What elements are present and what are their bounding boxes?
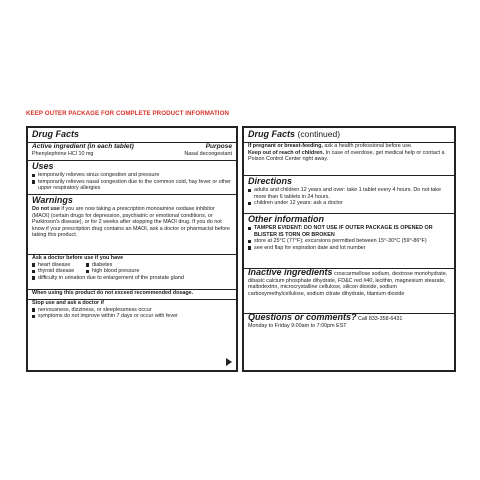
drug-facts-label xyxy=(26,104,460,380)
condition-item: heart disease xyxy=(32,262,86,269)
do-not-use-label: Do not use xyxy=(32,206,60,212)
uses-section xyxy=(28,161,236,192)
ingredient: Phenylephrine HCl 10 mg xyxy=(32,151,94,157)
when-using-text: When using this product do not exceed recommended dosage. xyxy=(32,290,194,296)
pregnancy-text: ask a health professional before use. xyxy=(324,143,413,149)
do-not-use-text: if you are now taking a prescription monoamine oxidase inhibitor (MAOI) (certain drugs for depression, psychiatric or emotional conditions, or Parkinson's disease), or for 2 weeks after stopping the MAOI drug. If you do not know if your prescription drug contains an MAOI, ask a doctor or pharmacist before taking this product. xyxy=(32,206,231,239)
panel-title-continued: (continued) xyxy=(297,129,341,139)
other-information-item: store at 25°C (77°F); excursions permitted between 15°-30°C (59°-86°F) xyxy=(248,238,450,245)
directions-item: children under 12 years: ask a doctor xyxy=(248,200,450,207)
title-section xyxy=(28,129,236,140)
drug-facts-panel-left xyxy=(26,126,238,372)
other-information-section xyxy=(244,214,454,251)
inactive-ingredients-text: croscarmellose sodium, dextrose monohydrate, dibasic calcium phosphate dihydrate, FD&C red #40, lecithin, magnesium stearate, maltodextrin, microcrystalline cellulose, silicon dioxide, sodium carboxymethylcellulose, sodium citrate dihydrate, titanium dioxide xyxy=(248,271,448,297)
title-section xyxy=(244,129,454,140)
directions-heading: Directions xyxy=(248,176,293,186)
questions-heading: Questions or comments? xyxy=(248,312,357,322)
pregnancy-label: If pregnant or breast-feeding, xyxy=(248,143,323,149)
purpose: Nasal decongestant xyxy=(184,151,232,157)
warnings-heading: Warnings xyxy=(32,195,73,205)
keep-away-text: In case of overdose, get medical help or contact a Poison Control Center right away. xyxy=(248,149,445,163)
active-ingredient-heading: Active ingredient (in each tablet) xyxy=(32,143,134,150)
keep-away-label: Keep out of reach of children. xyxy=(248,149,325,156)
questions-section xyxy=(244,314,454,329)
other-information-heading: Other information xyxy=(248,214,324,224)
stop-use-label: Stop use and ask a doctor if xyxy=(32,300,104,306)
panel-title: Drug Facts xyxy=(32,129,80,139)
do-not-use-paragraph xyxy=(32,206,232,239)
arrow-right-icon xyxy=(226,358,232,366)
stop-use-item: symptoms do not improve within 7 days or occur with fever xyxy=(32,313,232,320)
active-ingredient-section xyxy=(28,143,236,158)
directions-item: adults and children 12 years and over: take 1 tablet every 4 hours. Do not take more than 6 tablets in 24 hours. xyxy=(248,187,450,200)
drug-facts-panel-right xyxy=(242,126,456,372)
directions-section xyxy=(244,176,454,207)
questions-phone: Call 833-358-6431 xyxy=(358,316,403,322)
panel-title: Drug Facts xyxy=(248,129,296,139)
inactive-ingredients-heading: Inactive ingredients xyxy=(248,267,333,277)
ask-doctor-section xyxy=(28,255,236,281)
uses-item: temporarily relieves nasal congestion due to the common cold, hay fever or other upper respiratory allergies xyxy=(32,179,232,192)
questions-hours: Monday to Friday 9:00am to 7:00pm EST xyxy=(248,322,347,329)
uses-item: temporarily relieves sinus congestion and pressure xyxy=(32,172,232,179)
condition-item: diabetes xyxy=(86,262,139,269)
purpose-heading: Purpose xyxy=(205,143,232,150)
when-using-section xyxy=(28,290,236,297)
condition-item: high blood pressure xyxy=(86,268,139,275)
other-information-item: TAMPER EVIDENT: DO NOT USE IF OUTER PACKAGE IS OPENED OR BLISTER IS TORN OR BROKEN xyxy=(248,225,450,238)
other-information-item: see end flap for expiration date and lot number xyxy=(248,245,450,252)
uses-heading: Uses xyxy=(32,161,54,171)
condition-item: difficulty in urination due to enlargement of the prostate gland xyxy=(32,275,232,282)
stop-use-section xyxy=(28,300,236,320)
pregnancy-section xyxy=(244,143,454,163)
inactive-ingredients-section xyxy=(244,269,454,297)
warning-banner: KEEP OUTER PACKAGE FOR COMPLETE PRODUCT INFORMATION xyxy=(26,110,229,117)
warnings-section xyxy=(28,195,236,239)
condition-item: thyroid disease xyxy=(32,268,86,275)
ask-doctor-label: Ask a doctor before use if you have xyxy=(32,255,124,261)
stop-use-item: nervousness, dizziness, or sleeplessness occur xyxy=(32,307,232,314)
